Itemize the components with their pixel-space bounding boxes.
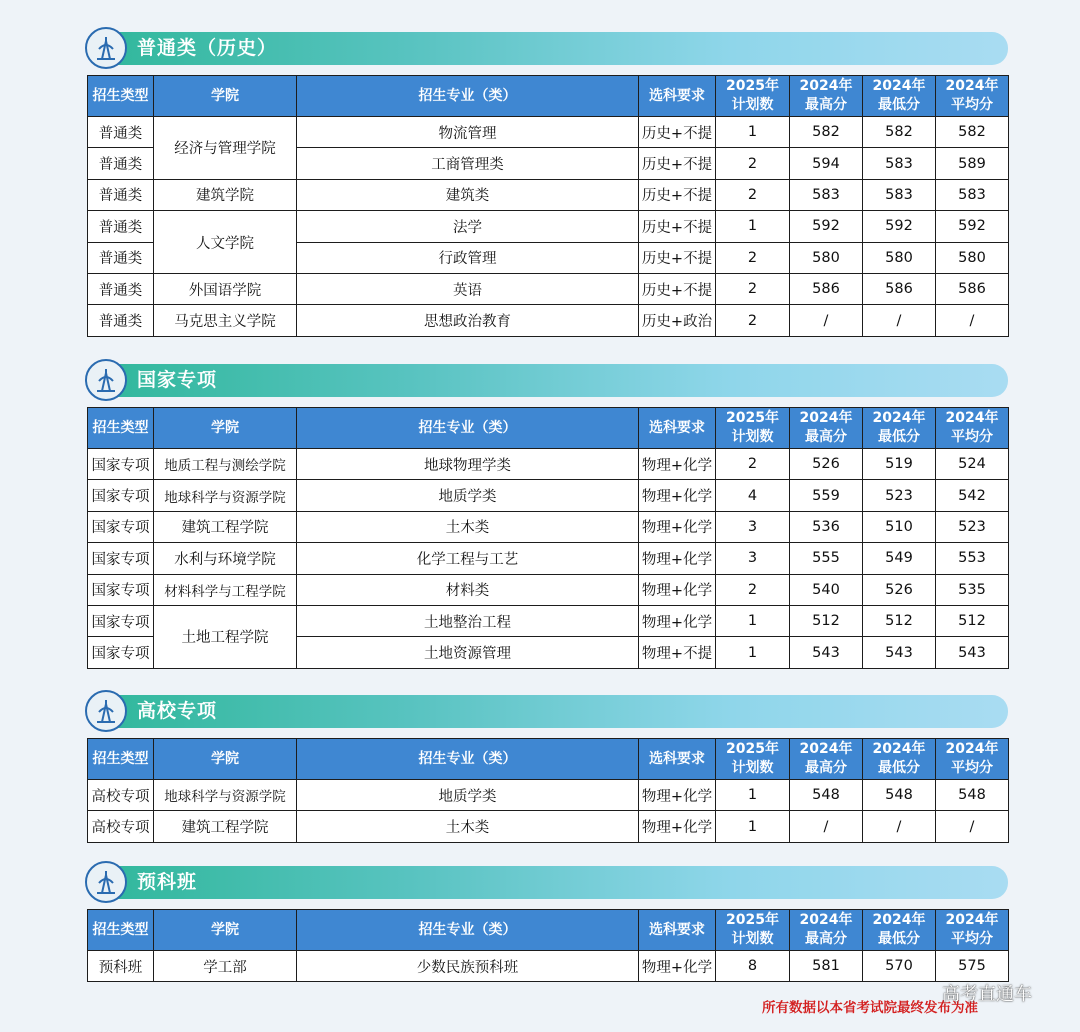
th-major: 招生专业（类） — [297, 910, 639, 951]
cell-college: 水利与环境学院 — [154, 543, 297, 574]
cell-type: 国家专项 — [88, 511, 154, 542]
cell-plan: 4 — [716, 480, 790, 511]
cell-major: 物流管理 — [297, 117, 639, 148]
cell-major: 地质学类 — [297, 780, 639, 811]
cell-max-score: 594 — [790, 148, 863, 179]
th-type: 招生类型 — [88, 76, 154, 117]
th-college: 学院 — [154, 76, 297, 117]
section-banner — [87, 364, 1008, 397]
cell-avg-score: 523 — [936, 511, 1009, 542]
table-row — [88, 211, 1009, 242]
header-row — [88, 76, 1009, 117]
th-avg: 2024年 平均分 — [936, 76, 1009, 117]
cell-max-score: 543 — [790, 637, 863, 668]
cell-type: 国家专项 — [88, 637, 154, 668]
watermark: 高考直通车 — [942, 984, 1032, 1005]
cell-max-score: / — [790, 811, 863, 842]
cell-plan: 1 — [716, 605, 790, 636]
cell-max-score: / — [790, 305, 863, 336]
table-row — [88, 543, 1009, 574]
table-row — [88, 273, 1009, 304]
cell-major: 建筑类 — [297, 179, 639, 210]
cell-requirement: 物理+化学 — [639, 480, 716, 511]
cell-plan: 1 — [716, 117, 790, 148]
cell-min-score: 583 — [863, 148, 936, 179]
cell-avg-score: 512 — [936, 605, 1009, 636]
section-title: 高校专项 — [137, 700, 218, 722]
cell-min-score: 592 — [863, 211, 936, 242]
cell-type: 国家专项 — [88, 543, 154, 574]
table-row — [88, 117, 1009, 148]
cell-college: 建筑工程学院 — [154, 511, 297, 542]
cell-type: 国家专项 — [88, 449, 154, 480]
th-max: 2024年 最高分 — [790, 739, 863, 780]
cell-plan: 1 — [716, 637, 790, 668]
cell-min-score: / — [863, 811, 936, 842]
cell-major: 工商管理类 — [297, 148, 639, 179]
cell-max-score: 555 — [790, 543, 863, 574]
th-avg: 2024年 平均分 — [936, 910, 1009, 951]
cell-college: 土地工程学院 — [154, 605, 297, 668]
cell-type: 普通类 — [88, 117, 154, 148]
th-major: 招生专业（类） — [297, 408, 639, 449]
header-row — [88, 739, 1009, 780]
cell-type: 普通类 — [88, 242, 154, 273]
cell-plan: 2 — [716, 305, 790, 336]
cell-type: 高校专项 — [88, 780, 154, 811]
th-requirement: 选科要求 — [639, 910, 716, 951]
cell-max-score: 526 — [790, 449, 863, 480]
cell-min-score: 526 — [863, 574, 936, 605]
cell-requirement: 历史+不提 — [639, 211, 716, 242]
cell-min-score: 510 — [863, 511, 936, 542]
cell-max-score: 592 — [790, 211, 863, 242]
th-major: 招生专业（类） — [297, 739, 639, 780]
cell-requirement: 历史+不提 — [639, 179, 716, 210]
cell-avg-score: 535 — [936, 574, 1009, 605]
cell-type: 普通类 — [88, 211, 154, 242]
th-max: 2024年 最高分 — [790, 910, 863, 951]
cell-requirement: 物理+不提 — [639, 637, 716, 668]
header-row — [88, 408, 1009, 449]
cell-major: 法学 — [297, 211, 639, 242]
cell-requirement: 物理+化学 — [639, 811, 716, 842]
th-avg: 2024年 平均分 — [936, 408, 1009, 449]
cell-college: 地球科学与资源学院 — [154, 480, 297, 511]
admission-table — [87, 407, 1009, 669]
cell-max-score: 586 — [790, 273, 863, 304]
cell-requirement: 历史+不提 — [639, 242, 716, 273]
cell-major: 地球物理学类 — [297, 449, 639, 480]
th-type: 招生类型 — [88, 408, 154, 449]
cell-type: 国家专项 — [88, 605, 154, 636]
cell-type: 普通类 — [88, 305, 154, 336]
cell-avg-score: 583 — [936, 179, 1009, 210]
school-emblem-icon — [85, 861, 127, 903]
th-major: 招生专业（类） — [297, 76, 639, 117]
cell-requirement: 物理+化学 — [639, 511, 716, 542]
cell-plan: 2 — [716, 574, 790, 605]
cell-avg-score: 553 — [936, 543, 1009, 574]
th-requirement: 选科要求 — [639, 76, 716, 117]
cell-max-score: 583 — [790, 179, 863, 210]
cell-min-score: 549 — [863, 543, 936, 574]
cell-avg-score: 524 — [936, 449, 1009, 480]
section-banner — [87, 866, 1008, 899]
cell-college: 地质工程与测绘学院 — [154, 449, 297, 480]
cell-plan: 1 — [716, 211, 790, 242]
cell-min-score: 543 — [863, 637, 936, 668]
cell-type: 普通类 — [88, 148, 154, 179]
admission-table — [87, 75, 1009, 337]
cell-requirement: 物理+化学 — [639, 543, 716, 574]
cell-type: 国家专项 — [88, 574, 154, 605]
cell-min-score: 523 — [863, 480, 936, 511]
cell-plan: 2 — [716, 242, 790, 273]
th-plan: 2025年 计划数 — [716, 910, 790, 951]
cell-avg-score: 592 — [936, 211, 1009, 242]
table-row — [88, 480, 1009, 511]
cell-plan: 1 — [716, 811, 790, 842]
cell-type: 国家专项 — [88, 480, 154, 511]
th-requirement: 选科要求 — [639, 739, 716, 780]
cell-college: 马克思主义学院 — [154, 305, 297, 336]
cell-min-score: 583 — [863, 179, 936, 210]
cell-plan: 2 — [716, 449, 790, 480]
cell-type: 普通类 — [88, 179, 154, 210]
th-type: 招生类型 — [88, 739, 154, 780]
cell-avg-score: 542 — [936, 480, 1009, 511]
school-emblem-icon — [85, 690, 127, 732]
table-row — [88, 574, 1009, 605]
th-min: 2024年 最低分 — [863, 739, 936, 780]
cell-plan: 8 — [716, 951, 790, 982]
cell-max-score: 512 — [790, 605, 863, 636]
th-min: 2024年 最低分 — [863, 910, 936, 951]
cell-college: 地球科学与资源学院 — [154, 780, 297, 811]
footer-note: 所有数据以本省考试院最终发布为准 — [762, 1000, 978, 1016]
admission-table — [87, 909, 1009, 982]
cell-major: 土木类 — [297, 511, 639, 542]
th-college: 学院 — [154, 408, 297, 449]
cell-college: 经济与管理学院 — [154, 117, 297, 180]
cell-requirement: 物理+化学 — [639, 780, 716, 811]
cell-max-score: 582 — [790, 117, 863, 148]
section-title: 国家专项 — [137, 369, 218, 391]
cell-requirement: 物理+化学 — [639, 449, 716, 480]
table-row — [88, 305, 1009, 336]
cell-max-score: 548 — [790, 780, 863, 811]
th-min: 2024年 最低分 — [863, 76, 936, 117]
cell-avg-score: 575 — [936, 951, 1009, 982]
th-plan: 2025年 计划数 — [716, 76, 790, 117]
cell-avg-score: 586 — [936, 273, 1009, 304]
cell-major: 土地资源管理 — [297, 637, 639, 668]
cell-plan: 3 — [716, 543, 790, 574]
cell-college: 学工部 — [154, 951, 297, 982]
th-max: 2024年 最高分 — [790, 408, 863, 449]
cell-college: 外国语学院 — [154, 273, 297, 304]
cell-major: 土木类 — [297, 811, 639, 842]
cell-major: 英语 — [297, 273, 639, 304]
cell-min-score: 582 — [863, 117, 936, 148]
cell-requirement: 历史+政治 — [639, 305, 716, 336]
cell-college: 人文学院 — [154, 211, 297, 274]
cell-avg-score: 543 — [936, 637, 1009, 668]
cell-avg-score: 589 — [936, 148, 1009, 179]
cell-requirement: 历史+不提 — [639, 148, 716, 179]
cell-avg-score: / — [936, 811, 1009, 842]
cell-major: 材料类 — [297, 574, 639, 605]
cell-type: 预科班 — [88, 951, 154, 982]
cell-min-score: 580 — [863, 242, 936, 273]
table-row — [88, 605, 1009, 636]
cell-plan: 3 — [716, 511, 790, 542]
th-min: 2024年 最低分 — [863, 408, 936, 449]
section-banner — [87, 32, 1008, 65]
cell-college: 材料科学与工程学院 — [154, 574, 297, 605]
table-row — [88, 449, 1009, 480]
cell-requirement: 物理+化学 — [639, 574, 716, 605]
cell-college: 建筑学院 — [154, 179, 297, 210]
cell-plan: 2 — [716, 148, 790, 179]
school-emblem-icon — [85, 27, 127, 69]
table-row — [88, 811, 1009, 842]
cell-requirement: 历史+不提 — [639, 273, 716, 304]
cell-requirement: 物理+化学 — [639, 605, 716, 636]
school-emblem-icon — [85, 359, 127, 401]
cell-major: 土地整治工程 — [297, 605, 639, 636]
table-row — [88, 511, 1009, 542]
cell-requirement: 历史+不提 — [639, 117, 716, 148]
cell-min-score: 586 — [863, 273, 936, 304]
admission-table — [87, 738, 1009, 843]
th-college: 学院 — [154, 739, 297, 780]
th-plan: 2025年 计划数 — [716, 739, 790, 780]
th-type: 招生类型 — [88, 910, 154, 951]
cell-min-score: 519 — [863, 449, 936, 480]
cell-min-score: 570 — [863, 951, 936, 982]
th-avg: 2024年 平均分 — [936, 739, 1009, 780]
cell-avg-score: 548 — [936, 780, 1009, 811]
cell-major: 少数民族预科班 — [297, 951, 639, 982]
cell-max-score: 540 — [790, 574, 863, 605]
cell-major: 地质学类 — [297, 480, 639, 511]
th-max: 2024年 最高分 — [790, 76, 863, 117]
section-banner — [87, 695, 1008, 728]
header-row — [88, 910, 1009, 951]
cell-min-score: / — [863, 305, 936, 336]
cell-major: 化学工程与工艺 — [297, 543, 639, 574]
table-row — [88, 780, 1009, 811]
cell-type: 普通类 — [88, 273, 154, 304]
cell-max-score: 581 — [790, 951, 863, 982]
cell-min-score: 548 — [863, 780, 936, 811]
section-title: 普通类（历史） — [137, 37, 278, 59]
cell-plan: 1 — [716, 780, 790, 811]
cell-requirement: 物理+化学 — [639, 951, 716, 982]
th-plan: 2025年 计划数 — [716, 408, 790, 449]
cell-college: 建筑工程学院 — [154, 811, 297, 842]
cell-plan: 2 — [716, 179, 790, 210]
section-title: 预科班 — [137, 871, 198, 893]
cell-max-score: 536 — [790, 511, 863, 542]
th-requirement: 选科要求 — [639, 408, 716, 449]
cell-min-score: 512 — [863, 605, 936, 636]
cell-max-score: 559 — [790, 480, 863, 511]
table-row — [88, 951, 1009, 982]
cell-avg-score: 582 — [936, 117, 1009, 148]
cell-major: 思想政治教育 — [297, 305, 639, 336]
cell-major: 行政管理 — [297, 242, 639, 273]
cell-max-score: 580 — [790, 242, 863, 273]
cell-type: 高校专项 — [88, 811, 154, 842]
th-college: 学院 — [154, 910, 297, 951]
cell-plan: 2 — [716, 273, 790, 304]
cell-avg-score: / — [936, 305, 1009, 336]
cell-avg-score: 580 — [936, 242, 1009, 273]
table-row — [88, 179, 1009, 210]
